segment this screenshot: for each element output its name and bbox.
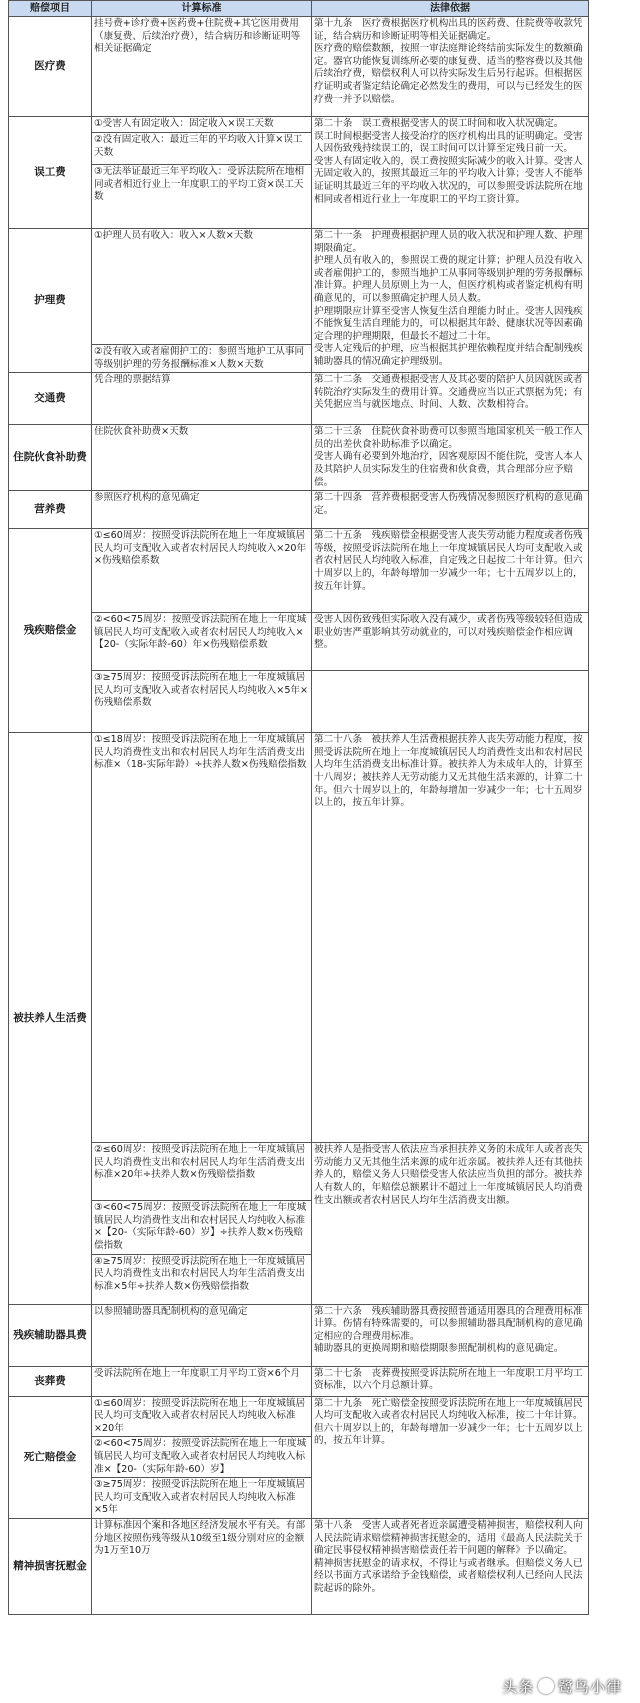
watermark-right-text: 鹭鸟小律 (557, 1678, 622, 1696)
calc-cell (92, 529, 312, 613)
item-name: 丧葬费 (9, 1366, 92, 1396)
watermark (502, 1676, 622, 1697)
law-cell (312, 491, 589, 529)
law-text: 第二十三条 住院伙食补助费可以参照当地国家机关一般工作人员的出差伙食补助标准予以确定。 (314, 426, 583, 450)
item-name: 护理费 (9, 229, 92, 373)
calc-cell (92, 1201, 312, 1254)
calc-cell (92, 373, 312, 425)
calc-text: ③<60<75周岁：按照受诉法院所在地上一年度城镇居民人均消费性支出和农村居民人均纯收入标准×【20-（实际年龄-60）岁】÷扶养人数×伤残赔偿指数 (94, 1202, 307, 1251)
law-cell (312, 1304, 589, 1366)
law-text: 被扶养人是指受害人依法应当承担扶养义务的未成年人或者丧失劳动能力又无其他生活来源的成年近亲属。被扶养人还有其他扶养人的，赔偿义务人只赔偿受害人依法应当负担的部分。被扶养人有数人的，年赔偿总额累计不超过上一年度城镇居民人均消费性支出额或者农村居民人均年生活消费支出额。 (314, 1144, 583, 1206)
calc-cell (92, 1143, 312, 1201)
calc-cell (92, 117, 312, 133)
calc-cell (92, 17, 312, 117)
calc-cell (92, 425, 312, 491)
table-row (9, 425, 589, 491)
calc-text: ②没有收入或者雇佣护工的：参照当地护工从事同等级别护理的劳务报酬标准×人数×天数 (94, 346, 305, 370)
law-text: 误工时间根据受害人接受治疗的医疗机构出具的证明确定。受害人因伤致残持续误工的，误工时间可以计算至定残日前一天。 (314, 130, 583, 155)
law-text: 第二十九条 死亡赔偿金按照受诉法院所在地上一年度城镇居民人均可支配收入或者农村居民人均纯收入标准，按二十年计算。但六十周岁以上的，年龄每增加一岁减少一年；七十五周岁以上的，按五年计算。 (314, 1397, 583, 1447)
law-cell (312, 1143, 589, 1304)
table-row (9, 491, 589, 529)
law-cell (312, 425, 589, 491)
calc-text: ④≥75周岁：按照受诉法院所在地上一年度城镇居民人均消费性支出和农村居民人均年生活消费支出标准×5年÷扶养人数×伤残赔偿指数 (94, 1255, 306, 1292)
law-cell (312, 1366, 589, 1396)
calc-text: ③≥75周岁：按照受诉法院所在地上一年度城镇居民人均可支配收入或者农村居民人均纯收入标准×5年 (94, 1479, 306, 1516)
header-legal-basis: 法律依据 (312, 1, 589, 17)
calc-text: ①≤60周岁：按照受诉法院所在地上一年度城镇居民人均可支配收入或者农村居民人均纯收入×20年×伤残赔偿系数 (94, 530, 307, 567)
table-row (9, 229, 589, 345)
item-name: 误工费 (9, 117, 92, 229)
calc-cell (92, 1304, 312, 1366)
compensation-table (8, 0, 589, 1615)
law-cell (312, 117, 589, 229)
calc-text: ②<60<75周岁：按照受诉法院所在地上一年度城镇居民人均可支配收入或者农村居民人均纯收入标准×【20-（实际年龄-60）岁】 (94, 1438, 307, 1475)
calc-cell (92, 133, 312, 165)
calc-cell (92, 1366, 312, 1396)
law-text: 精神损害抚慰金的请求权，不得让与或者继承。但赔偿义务人已经以书面方式承诺给予金钱赔偿，或者赔偿权利人已经向人民法院起诉的除外。 (314, 1557, 583, 1594)
table-row (9, 1396, 589, 1437)
calc-text: ①≤18周岁：按照受诉法院所在地上一年度城镇居民人均消费性支出和农村居民人均年生活消费支出标准×（18-实际年龄）÷扶养人数×伤残赔偿指数 (94, 734, 307, 771)
law-text: 辅助器具的更换周期和赔偿期限参照配制机构的意见确定。 (314, 1343, 564, 1355)
law-cell (312, 1396, 589, 1518)
law-text: 第二十一条 护理费根据护理人员的收入状况和护理人数、护理期限确定。 (314, 230, 583, 254)
calc-cell (92, 613, 312, 671)
calc-text: 受诉法院所在地上一年度职工月平均工资×6个月 (94, 1367, 301, 1379)
calc-text: 凭合理的票据结算 (94, 374, 171, 386)
calc-cell (92, 345, 312, 373)
table-row (9, 671, 589, 733)
item-name: 交通费 (9, 373, 92, 425)
law-cell (312, 229, 589, 373)
calc-cell (92, 1518, 312, 1614)
calc-cell (92, 671, 312, 733)
law-text: 受害人因伤致残但实际收入没有减少，或者伤残等级较轻但造成职业妨害严重影响其劳动就业的，可以对残疾赔偿金作相应调整。 (314, 614, 583, 651)
law-text: 第二十七条 丧葬费按照受诉法院所在地上一年度职工月平均工资标准，以六个月总额计算。 (314, 1367, 583, 1392)
calc-cell (92, 1254, 312, 1304)
law-text: 医疗费的赔偿数额，按照一审法庭辩论终结前实际发生的数额确定。器官功能恢复训练所必要的康复费、适当的整容费以及其他后续治疗费，赔偿权利人可以待实际发生后另行起诉。但根据医疗证明或者鉴定结论确定必然发生的费用，可以与已经发生的医疗费一并予以赔偿。 (314, 43, 583, 105)
calc-text: 挂号费+诊疗费+医药费+住院费+其它医用费用（康复费、后续治疗费），结合病历和诊断证明等相关证据确定 (94, 18, 301, 55)
calc-text: ③≥75周岁：按照受诉法院所在地上一年度城镇居民人均可支配收入或者农村居民人均纯收入×5年×伤残赔偿系数 (94, 672, 309, 709)
law-cell (312, 733, 589, 1143)
calc-cell (92, 491, 312, 529)
table-header-row (9, 1, 589, 17)
table-row (9, 733, 589, 1143)
table-row (9, 1143, 589, 1201)
item-name: 死亡赔偿金 (9, 1396, 92, 1518)
law-text: 护理期限应计算至受害人恢复生活自理能力时止。受害人因残疾不能恢复生活自理能力的，可以根据其年龄、健康状况等因素确定合理的护理期限，但最长不超过二十年。 (314, 305, 583, 342)
calc-text: 计算标准因个案和各地区经济发展水平有关。有部分地区按照伤残等级从10级至1级分别对应的金额为1万至10万 (94, 1519, 306, 1557)
calc-text: ①受害人有固定收入：固定收入×误工天数 (94, 118, 274, 129)
law-cell (312, 373, 589, 425)
watermark-left-text: 头条 (501, 1678, 534, 1696)
at-icon (538, 1678, 554, 1694)
law-cell (312, 17, 589, 117)
law-cell (312, 1518, 589, 1614)
law-cell (312, 529, 589, 613)
law-text: 第二十条 误工费根据受害人的误工时间和收入状况确定。 (314, 118, 564, 129)
law-text: 第二十八条 被扶养人生活费根据扶养人丧失劳动能力程度，按照受诉法院所在地上一年度城镇居民人均消费性支出和农村居民人均年生活消费支出标准计算。被扶养人为未成年人的，计算至十八周岁；被扶养人无劳动能力又无其他生活来源的，计算二十年。但六十周岁以上的，年龄每增加一岁减少一年；七十五周岁以上的，按五年计算。 (314, 734, 583, 809)
table-row (9, 1366, 589, 1396)
table-row (9, 117, 589, 133)
table-row (9, 1304, 589, 1366)
calc-text: 住院伙食补助费×天数 (94, 426, 189, 438)
table-row (9, 373, 589, 425)
law-text: 受害人定残后的护理，应当根据其护理依赖程度并结合配制残疾辅助器具的情况确定护理级别。 (314, 343, 583, 367)
law-cell (312, 671, 589, 733)
table-row (9, 17, 589, 117)
item-name: 残疾辅助器具费 (9, 1304, 92, 1366)
table-row (9, 1518, 589, 1614)
calc-cell (92, 1396, 312, 1437)
table-row (9, 613, 589, 671)
calc-text: ②没有固定收入：最近三年的平均收入计算×误工天数 (94, 134, 303, 158)
calc-cell (92, 1478, 312, 1519)
calc-text: ①≤60周岁：按照受诉法院所在地上一年度城镇居民人均可支配收入或者农村居民人均纯收入标准×20年 (94, 1397, 306, 1434)
law-text: 护理人员有收入的，参照误工费的规定计算；护理人员没有收入或者雇佣护工的，参照当地护工从事同等级别护理的劳务报酬标准计算。护理人员原则上为一人，但医疗机构或者鉴定机构有明确意见的，可以参照确定护理人员人数。 (314, 255, 583, 304)
law-text: 第二十二条 交通费根据受害人及其必要的陪护人员因就医或者转院治疗实际发生的费用计算。交通费应当以正式票据为凭；有关凭据应当与就医地点、时间、人数、次数相符合。 (314, 374, 583, 411)
calc-text: ②<60<75周岁：按照受诉法院所在地上一年度城镇居民人均可支配收入或者农村居民人均纯收入×【20-（实际年龄-60）年×伤残赔偿系数 (94, 614, 307, 651)
calc-text: ③无法举证最近三年平均收入：受诉法院所在地相同或者相近行业上一年度职工的平均工资×误工天数 (94, 166, 305, 203)
header-standard: 计算标准 (92, 1, 312, 17)
law-text: 第二十六条 残疾辅助器具费按照普通适用器具的合理费用标准计算。伤情有特殊需要的，可以参照辅助器具配制机构的意见确定相应的合理费用标准。 (314, 1305, 583, 1342)
calc-text: ②≤60周岁：按照受诉法院所在地上一年度城镇居民人均消费性支出和农村居民人均年生活消费支出标准×20年÷扶养人数×伤残赔偿指数 (94, 1144, 306, 1181)
item-name: 医疗费 (9, 17, 92, 117)
item-name: 残疾赔偿金 (9, 529, 92, 733)
law-text: 受害人确有必要到外地治疗，因客观原因不能住院，受害人本人及其陪护人员实际发生的住宿费和伙食费，其合理部分应予赔偿。 (314, 451, 583, 488)
calc-text: 以参照辅助器具配制机构的意见确定 (94, 1305, 248, 1317)
item-name: 住院伙食补助费 (9, 425, 92, 491)
item-name: 精神损害抚慰金 (9, 1518, 92, 1614)
header-item: 赔偿项目 (9, 1, 92, 17)
compensation-table-sheet (8, 0, 588, 1615)
calc-text: 参照医疗机构的意见确定 (94, 492, 200, 504)
law-text: 第二十四条 营养费根据受害人伤残情况参照医疗机构的意见确定。 (314, 492, 583, 516)
calc-cell (92, 165, 312, 229)
table-row (9, 529, 589, 613)
item-name: 被扶养人生活费 (9, 733, 92, 1304)
law-cell (312, 613, 589, 671)
item-name: 营养费 (9, 491, 92, 529)
law-text: 第十九条 医疗费根据医疗机构出具的医药费、住院费等收款凭证，结合病历和诊断证明等相关证据确定。 (314, 18, 583, 42)
law-text: 第十八条 受害人或者死者近亲属遭受精神损害，赔偿权利人向人民法院请求赔偿精神损害抚慰金的，适用《最高人民法院关于确定民事侵权精神损害赔偿责任若干问题的解释》予以确定。 (314, 1519, 583, 1557)
calc-text: ①护理人员有收入：收入×人数×天数 (94, 230, 253, 241)
law-text: 受害人有固定收入的，误工费按照实际减少的收入计算。受害人无固定收入的，按照其最近三年的平均收入计算；受害人不能举证证明其最近三年的平均收入状况的，可以参照受诉法院所在地相同或者相近行业上一年度职工的平均工资计算。 (314, 155, 583, 205)
law-text: 第二十五条 残疾赔偿金根据受害人丧失劳动能力程度或者伤残等级，按照受诉法院所在地上一年度城镇居民人均可支配收入或者农村居民人均纯收入标准，自定残之日起按二十年计算。但六十周岁以上的，年龄每增加一岁减少一年；七十五周岁以上的，按五年计算。 (314, 530, 583, 592)
calc-cell (92, 229, 312, 345)
calc-cell (92, 1437, 312, 1478)
calc-cell (92, 733, 312, 1143)
